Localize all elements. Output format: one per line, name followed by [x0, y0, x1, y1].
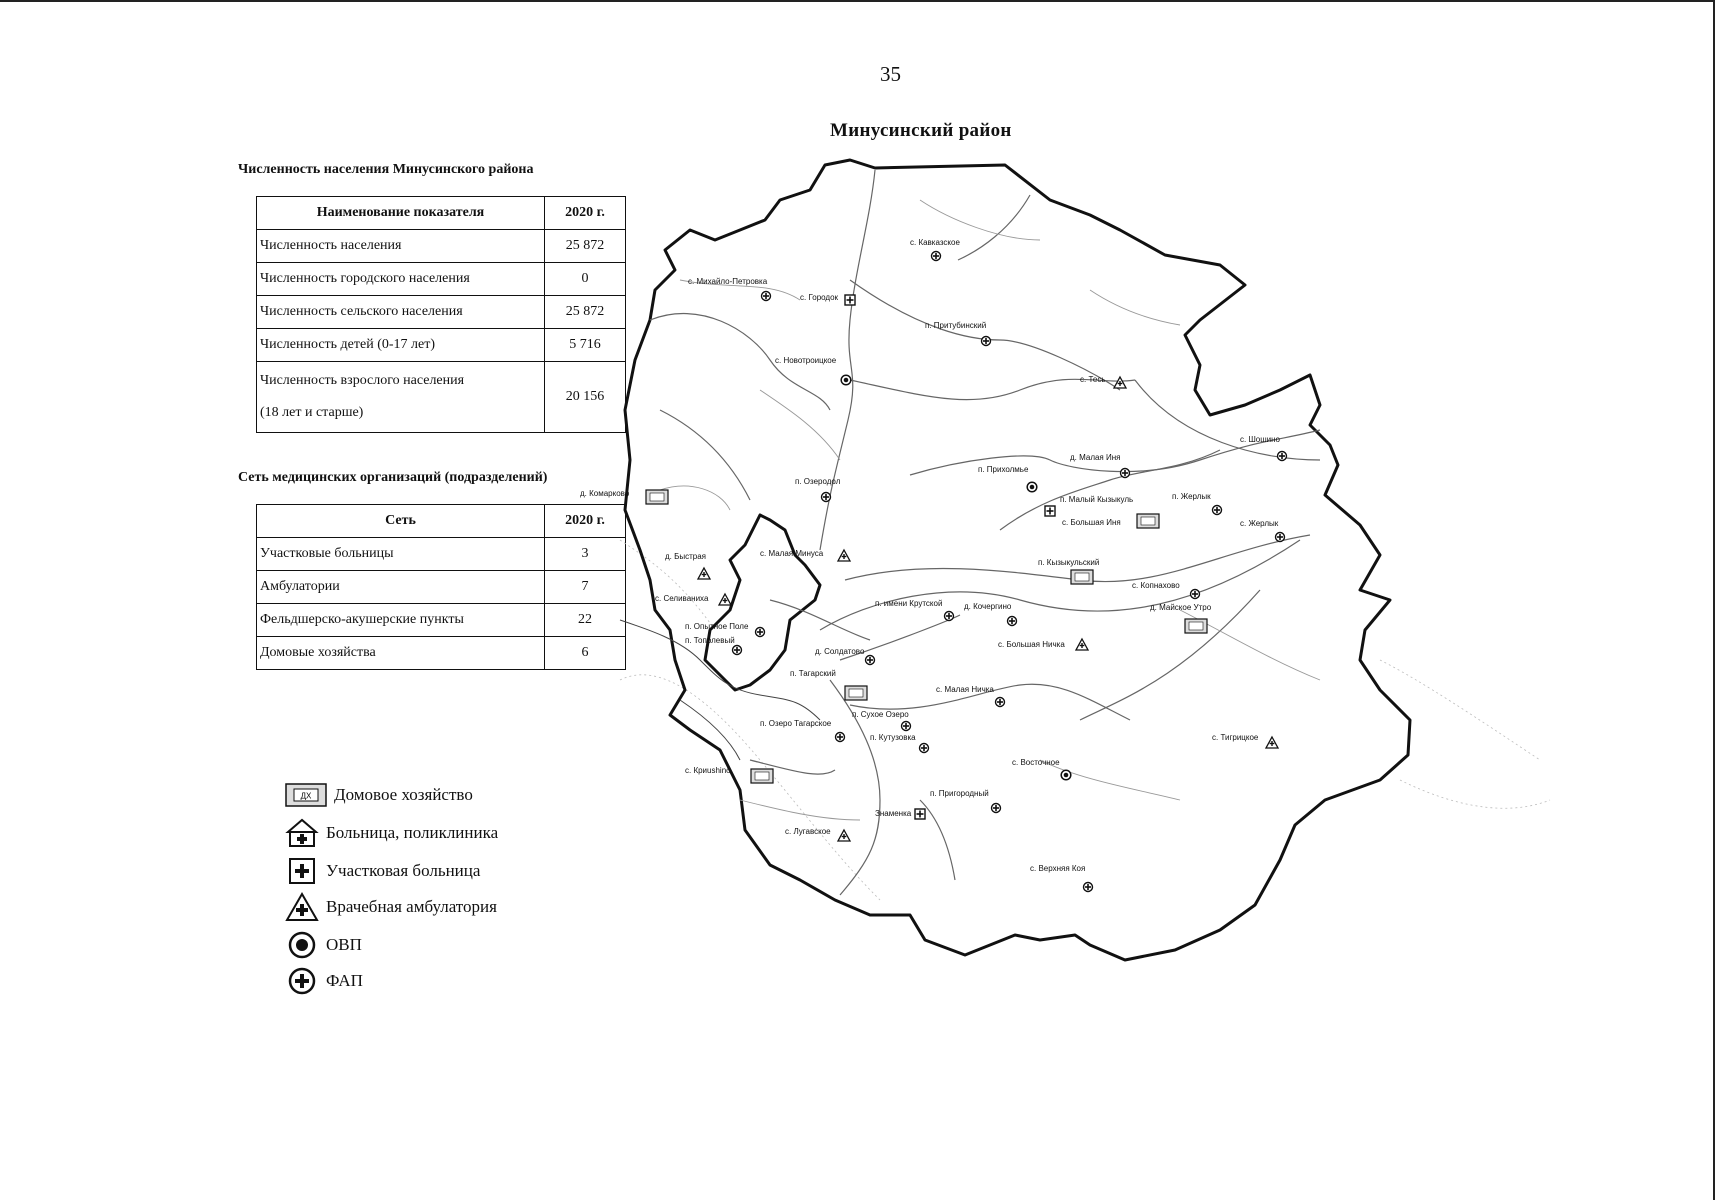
network-section-title: Сеть медицинских организаций (подразделений)	[238, 470, 548, 485]
table-header-row	[257, 505, 626, 538]
settlement-malaya-inya	[1070, 453, 1130, 478]
svg-text:с. Тигрицкое: с. Тигрицкое	[1212, 733, 1259, 742]
row-value: 5 716	[545, 329, 626, 362]
svg-text:д. Быстрая: д. Быстрая	[665, 552, 707, 561]
settlement-gorodok	[800, 293, 855, 305]
settlement-lugavskoe	[785, 827, 850, 841]
table-row	[257, 230, 626, 263]
svg-text:п. Малый Кызыкуль: п. Малый Кызыкуль	[1060, 495, 1134, 504]
row-value: 20 156	[545, 362, 626, 433]
svg-text:с. Восточное: с. Восточное	[1012, 758, 1060, 767]
row-label: Численность сельского населения	[257, 296, 545, 329]
population-table	[256, 196, 626, 433]
svg-text:п. Пригородный: п. Пригородный	[930, 789, 989, 798]
svg-text:Знаменка: Знаменка	[875, 809, 912, 818]
settlement-ozerodol	[795, 477, 841, 502]
settlement-tigritskoe	[1212, 733, 1278, 748]
svg-text:п. Притубинский: п. Притубинский	[925, 321, 987, 330]
svg-text:п. Тополевый: п. Тополевый	[685, 636, 735, 645]
table-row	[257, 538, 626, 571]
svg-text:с. Селиваниха: с. Селиваниха	[655, 594, 709, 603]
svg-text:д. Кочергино: д. Кочергино	[964, 602, 1012, 611]
legend-item	[284, 818, 498, 848]
row-label-line: (18 лет и старше)	[260, 405, 364, 420]
settlement-novotroitskoe	[775, 356, 851, 385]
row-label	[257, 362, 545, 433]
svg-text:п. Тагарский: п. Тагарский	[790, 669, 836, 678]
page-frame-top	[0, 0, 1715, 2]
settlement-soldatovo	[815, 647, 875, 665]
settlement-kochergino	[964, 602, 1017, 626]
svg-text:с. Верхняя Коя: с. Верхняя Коя	[1030, 864, 1086, 873]
ovp-icon	[284, 930, 320, 960]
row-value: 7	[545, 571, 626, 604]
legend-label: Участковая больница	[326, 861, 481, 880]
settlement-verkhnyaya-koya	[1030, 864, 1093, 892]
settlement-komarkovo	[580, 489, 668, 504]
svg-text:с. Криushino: с. Криushino	[685, 766, 731, 775]
row-value: 25 872	[545, 230, 626, 263]
svg-text:с. Михайло-Петровка: с. Михайло-Петровка	[688, 277, 768, 286]
settlement-imeni-krutskoy	[875, 599, 954, 621]
svg-text:с. Шошино: с. Шошино	[1240, 435, 1280, 444]
legend-label: Больница, поликлиника	[326, 823, 499, 842]
row-value: 6	[545, 637, 626, 670]
svg-text:д. Малая Иня: д. Малая Иня	[1070, 453, 1121, 462]
svg-text:д. Майское Утро: д. Майское Утро	[1150, 603, 1212, 612]
row-label-line: Численность взрослого населения	[260, 373, 465, 388]
legend-item	[284, 930, 362, 960]
settlement-tes	[1080, 375, 1126, 388]
settlement-vostochnoe	[1012, 758, 1071, 780]
header-year: 2020 г.	[545, 505, 626, 538]
legend-item	[284, 782, 473, 808]
table-header-row	[257, 197, 626, 230]
svg-text:с. Большая Иня: с. Большая Иня	[1062, 518, 1121, 527]
row-label: Домовые хозяйства	[257, 637, 545, 670]
table-row	[257, 571, 626, 604]
legend-item	[284, 892, 497, 922]
legend-item	[284, 856, 480, 886]
settlement-bystraya	[665, 552, 710, 579]
page-number: 35	[880, 62, 901, 86]
hospital-icon	[284, 818, 320, 848]
settlement-s-zherlyk	[1240, 519, 1285, 542]
header-year: 2020 г.	[545, 197, 626, 230]
row-value: 0	[545, 263, 626, 296]
settlement-znamenka	[875, 809, 925, 819]
svg-text:п. Сухое Озеро: п. Сухое Озеро	[852, 710, 909, 719]
svg-text:п. Озеро Тагарское: п. Озеро Тагарское	[760, 719, 832, 728]
settlement-pritubinsky	[925, 321, 991, 346]
settlement-malaya-nichka	[936, 685, 1005, 707]
row-label: Участковые больницы	[257, 538, 545, 571]
row-label: Численность населения	[257, 230, 545, 263]
map-title: Минусинский район	[830, 120, 1012, 141]
svg-text:с. Жерлык: с. Жерлык	[1240, 519, 1279, 528]
legend-label: ФАП	[326, 971, 363, 990]
settlement-p-zherlyk	[1172, 492, 1222, 515]
svg-text:п. Кызыкульский: п. Кызыкульский	[1038, 558, 1100, 567]
header-network: Сеть	[257, 505, 545, 538]
svg-text:п. Жерлык: п. Жерлык	[1172, 492, 1211, 501]
settlement-tagarsky	[790, 669, 867, 700]
svg-text:с. Большая Ничка: с. Большая Ничка	[998, 640, 1065, 649]
settlement-kutuzovka	[870, 733, 929, 753]
settlements	[580, 238, 1287, 892]
legend-label: ОВП	[326, 935, 362, 954]
svg-text:с. Тесь: с. Тесь	[1080, 375, 1106, 384]
svg-text:с. Малая Минуса: с. Малая Минуса	[760, 549, 824, 558]
table-row	[257, 296, 626, 329]
settlement-kavkazskoe	[910, 238, 960, 261]
svg-text:с. Лугавское: с. Лугавское	[785, 827, 831, 836]
row-label: Амбулатории	[257, 571, 545, 604]
settlement-kyzykulsky	[1038, 558, 1099, 584]
legend-label: Домовое хозяйство	[334, 785, 473, 804]
svg-text:д. Солдатово: д. Солдатово	[815, 647, 865, 656]
household-icon	[284, 782, 328, 808]
network-table	[256, 504, 626, 670]
legend-item	[284, 966, 363, 996]
svg-text:с. Малая Ничка: с. Малая Ничка	[936, 685, 994, 694]
settlement-bolshaya-inya	[1062, 514, 1159, 528]
svg-text:с. Кавказское: с. Кавказское	[910, 238, 960, 247]
header-indicator: Наименование показателя	[257, 197, 545, 230]
table-row	[257, 329, 626, 362]
svg-text:с. Городок: с. Городок	[800, 293, 839, 302]
settlement-prikholmye	[978, 465, 1037, 492]
settlement-krivushino	[685, 766, 773, 783]
row-label: Фельдшерско-акушерские пункты	[257, 604, 545, 637]
row-label: Численность детей (0-17 лет)	[257, 329, 545, 362]
svg-text:п. Прихолмье: п. Прихолмье	[978, 465, 1029, 474]
table-row	[257, 263, 626, 296]
row-value: 3	[545, 538, 626, 571]
table-row	[257, 637, 626, 670]
svg-text:п. Озеродол: п. Озеродол	[795, 477, 841, 486]
svg-text:п. Опытное Поле: п. Опытное Поле	[685, 622, 749, 631]
row-value: 22	[545, 604, 626, 637]
legend-label: Врачебная амбулатория	[326, 897, 497, 916]
fap-icon	[284, 966, 320, 996]
table-row	[257, 604, 626, 637]
ambulatory-icon	[284, 892, 320, 922]
settlement-maiskoe-utro	[1150, 603, 1212, 633]
settlement-bolshaya-nichka	[998, 639, 1088, 650]
svg-text:с. Новотроицкое: с. Новотроицкое	[775, 356, 837, 365]
population-section-title: Численность населения Минусинского района	[238, 162, 534, 177]
settlement-shoshino	[1240, 435, 1287, 461]
settlement-selivanikha	[655, 594, 731, 605]
district-hospital-icon	[284, 856, 320, 886]
table-row	[257, 362, 626, 433]
svg-text:п. Кутузовка: п. Кутузовка	[870, 733, 916, 742]
svg-text:д. Комарково: д. Комарково	[580, 489, 630, 498]
svg-text:п. имени Крутской: п. имени Крутской	[875, 599, 943, 608]
settlement-prigorodny	[930, 789, 1001, 813]
row-label: Численность городского населения	[257, 263, 545, 296]
row-value: 25 872	[545, 296, 626, 329]
svg-text:с. Копнахово: с. Копнахово	[1132, 581, 1180, 590]
settlement-ozero-tagarskoe	[760, 719, 845, 742]
settlement-mikhaylo-petrovka	[688, 277, 771, 301]
svg-text:ДХ: ДХ	[300, 791, 312, 801]
